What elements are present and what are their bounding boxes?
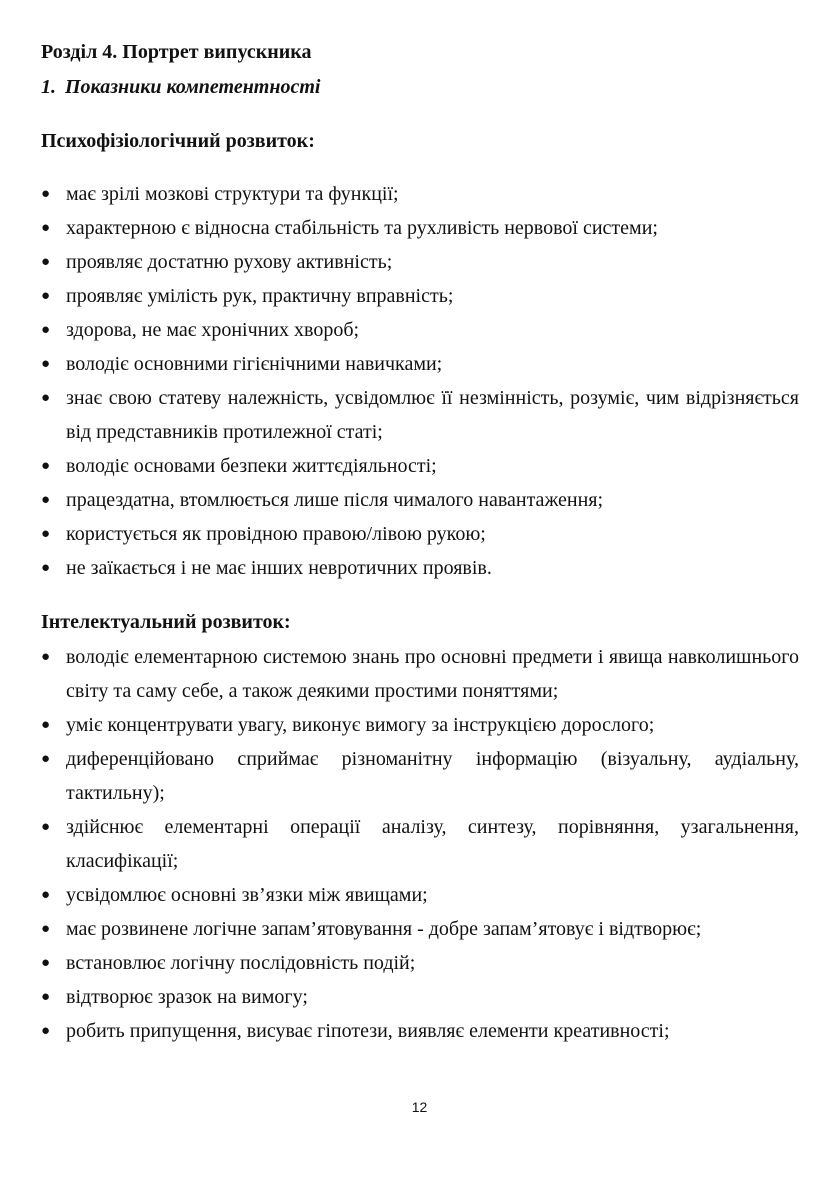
bullet-icon: ●: [41, 717, 51, 733]
list-item: ● робить припущення, висуває гіпотези, виявляє елементи креативності;: [41, 1014, 799, 1048]
list-item: ● володіє елементарною системою знань про основні предмети і явища навколишнього світу та саму себе, а також деякими простими поняттями;: [41, 640, 799, 708]
list-item: ● не заїкається і не має інших невротичних проявів.: [41, 551, 799, 585]
subsection-title-text: Показники компетентності: [65, 76, 321, 98]
bullet-icon: ●: [41, 356, 51, 372]
list-item: ● працездатна, втомлюється лише після чималого навантаження;: [41, 483, 799, 517]
bullet-icon: ●: [41, 322, 51, 338]
bullet-icon: ●: [41, 526, 51, 542]
list-item: ● має розвинене логічне запам’ятовування - добре запам’ятовує і відтворює;: [41, 912, 799, 946]
list-item: ● володіє основами безпеки життєдіяльності;: [41, 449, 799, 483]
bullet-icon: ●: [41, 751, 51, 767]
bullet-icon: ●: [41, 390, 51, 406]
section-title: Розділ 4. Портрет випускника: [41, 41, 312, 63]
bullet-icon: ●: [41, 560, 51, 576]
bullet-icon: ●: [41, 1023, 51, 1039]
intellect-heading: Інтелектуальний розвиток:: [41, 611, 291, 633]
bullet-icon: ●: [41, 955, 51, 971]
bullet-icon: ●: [41, 887, 51, 903]
bullet-icon: ●: [41, 458, 51, 474]
bullet-icon: ●: [41, 186, 51, 202]
list-item: ● уміє концентрувати увагу, виконує вимогу за інструкцією дорослого;: [41, 708, 799, 742]
subsection-title: [41, 73, 320, 101]
list-item: ● встановлює логічну послідовність подій;: [41, 946, 799, 980]
list-item: ● проявляє достатню рухову активність;: [41, 245, 799, 279]
bullet-icon: ●: [41, 921, 51, 937]
bullet-icon: ●: [41, 254, 51, 270]
subsection-number: 1.: [41, 76, 56, 98]
bullet-icon: ●: [41, 492, 51, 508]
list-item: ● має зрілі мозкові структури та функції;: [41, 177, 799, 211]
page-number: 12: [411, 1099, 428, 1115]
bullet-icon: ●: [41, 649, 51, 665]
list-item: ● проявляє умілість рук, практичну вправність;: [41, 279, 799, 313]
list-item: ● характерною є відносна стабільність та рухливість нервової системи;: [41, 211, 799, 245]
bullet-icon: ●: [41, 288, 51, 304]
list-item: ● усвідомлює основні зв’язки між явищами;: [41, 878, 799, 912]
intellect-list: [41, 640, 799, 1048]
list-item: ● володіє основними гігієнічними навичками;: [41, 347, 799, 381]
list-item: ● відтворює зразок на вимогу;: [41, 980, 799, 1014]
list-item: ● здійснює елементарні операції аналізу, синтезу, порівняння, узагальнення, класифікації;: [41, 810, 799, 878]
bullet-icon: ●: [41, 819, 51, 835]
psycho-list: [41, 177, 799, 585]
bullet-icon: ●: [41, 220, 51, 236]
list-item: ● користується як провідною правою/лівою рукою;: [41, 517, 799, 551]
psycho-heading: Психофізіологічний розвиток:: [41, 130, 315, 152]
bullet-icon: ●: [41, 989, 51, 1005]
list-item: ● здорова, не має хронічних хвороб;: [41, 313, 799, 347]
list-item: ● знає свою статеву належність, усвідомлює її незмінність, розуміє, чим відрізняється від представників протилежної статі;: [41, 381, 799, 449]
list-item: ● диференційовано сприймає різноманітну інформацію (візуальну, аудіальну, тактильну);: [41, 742, 799, 810]
